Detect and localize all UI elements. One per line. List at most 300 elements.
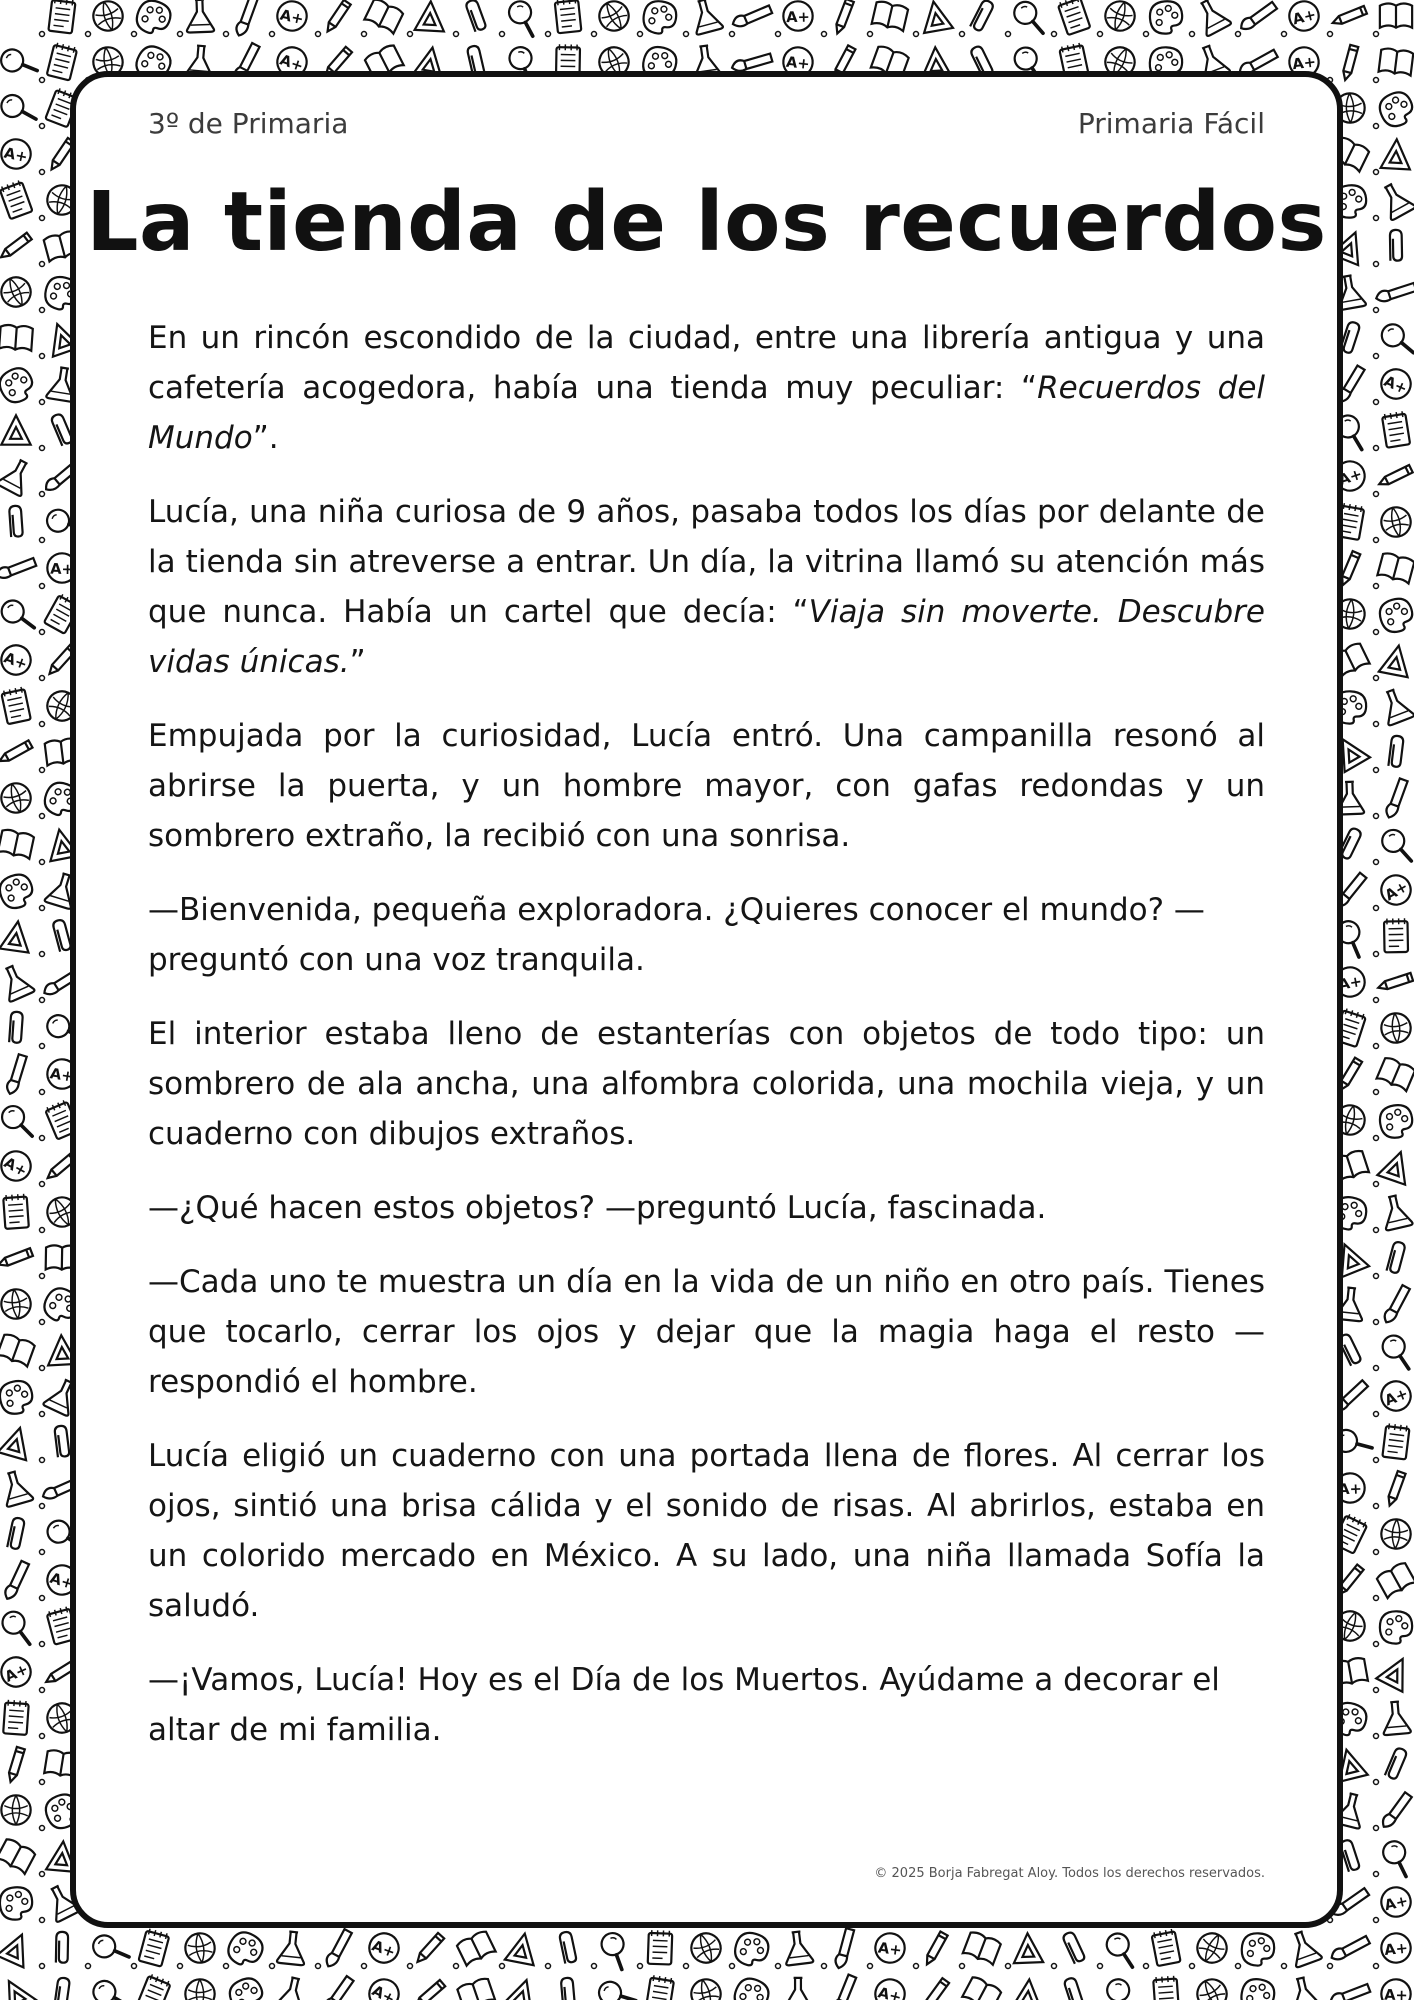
- magnifier-icon: [0, 43, 37, 82]
- brush-icon: [1241, 0, 1278, 33]
- doodle-dot: [40, 1458, 45, 1463]
- brand-label: Primaria Fácil: [1077, 107, 1265, 140]
- flask-icon: [1286, 1928, 1323, 1968]
- doodle-dot: [40, 1596, 45, 1601]
- brush-icon: [1376, 776, 1414, 818]
- grade-a-plus-icon: [0, 1653, 35, 1692]
- doodle-dot: [684, 1964, 689, 1969]
- globe-icon: [183, 1931, 216, 1964]
- doodle-dot: [822, 1964, 827, 1969]
- doodle-dot: [1328, 32, 1333, 37]
- paperclip-icon: [465, 0, 487, 32]
- notebook-icon: [646, 1975, 674, 2000]
- brush-icon: [1376, 271, 1414, 313]
- globe-icon: [688, 1976, 724, 2000]
- doodle-dot: [40, 1182, 45, 1187]
- grade-a-plus-icon: [1377, 1377, 1414, 1415]
- notebook-icon: [48, 0, 75, 33]
- paperclip-icon: [1385, 1747, 1408, 1780]
- doodle-dot: [40, 768, 45, 773]
- doodle-dot: [1374, 676, 1379, 681]
- flask-icon: [275, 1975, 309, 2000]
- notebook-icon: [3, 1700, 29, 1735]
- doodle-dot: [1374, 32, 1379, 37]
- doodle-dot: [1374, 1780, 1379, 1785]
- brush-icon: [0, 1051, 39, 1094]
- story-paragraph-2: Lucía, una niña curiosa de 9 años, pasaba todos los días por delante de la tienda sin atreverse a entrar. Un día, la vitrina llamó su atención más que nunca. Había un cartel que decía: “Viaja sin moverte. Descubre vidas únicas.”: [148, 494, 1265, 680]
- doodle-dot: [730, 1964, 735, 1969]
- doodle-dot: [40, 1964, 45, 1969]
- globe-icon: [90, 0, 126, 34]
- doodle-dot: [1374, 1872, 1379, 1877]
- globe-icon: [1192, 1974, 1231, 2000]
- doodle-dot: [1374, 262, 1379, 267]
- notebook-icon: [1, 686, 31, 724]
- doodle-dot: [40, 1274, 45, 1279]
- magnifier-icon: [2, 1106, 32, 1136]
- grade-a-plus-icon: [783, 1, 813, 31]
- doodle-dot: [40, 492, 45, 497]
- notebook-icon: [648, 1930, 673, 1965]
- doodle-dot: [1374, 814, 1379, 819]
- shop-sign-quote: Viaja sin moverte. Descubre vidas únicas.: [148, 594, 1265, 680]
- doodle-dot: [592, 1964, 597, 1969]
- doodle-dot: [1190, 1964, 1195, 1969]
- story-paragraph-5: El interior estaba lleno de estanterías con objetos de todo tipo: un sombrero de ala ancha, una alfombra colorida, una mochila vieja, y un cuaderno con dibujos extraños.: [148, 1016, 1265, 1152]
- magnifier-icon: [504, 0, 542, 36]
- ruler-triangle-icon: [1, 415, 30, 444]
- ruler-triangle-icon: [0, 919, 33, 952]
- doodle-dot: [1374, 446, 1379, 451]
- paint-palette-icon: [1149, 0, 1184, 35]
- doodle-dot: [1374, 1918, 1379, 1923]
- paint-palette-icon: [0, 363, 39, 407]
- doodle-dot: [1374, 630, 1379, 635]
- ruler-triangle-icon: [504, 1976, 541, 2000]
- doodle-dot: [960, 1964, 965, 1969]
- doodle-dot: [1374, 998, 1379, 1003]
- doodle-dot: [1374, 170, 1379, 175]
- doodle-dot: [40, 170, 45, 175]
- doodle-dot: [1374, 1826, 1379, 1831]
- doodle-dot: [1374, 860, 1379, 865]
- doodle-dot: [1374, 1228, 1379, 1233]
- doodle-dot: [1374, 1596, 1379, 1601]
- doodle-dot: [132, 1964, 137, 1969]
- globe-icon: [594, 0, 634, 36]
- doodle-dot: [1052, 1964, 1057, 1969]
- paperclip-icon: [559, 1931, 577, 1964]
- notebook-icon: [1057, 0, 1090, 35]
- doodle-dot: [40, 78, 45, 83]
- notebook-icon: [0, 179, 33, 219]
- doodle-dot: [178, 1964, 183, 1969]
- doodle-dot: [40, 1642, 45, 1647]
- grade-a-plus-icon: [1378, 1884, 1413, 1919]
- doodle-dot: [1374, 1044, 1379, 1049]
- globe-icon: [0, 1287, 33, 1320]
- story-paragraph-8: Lucía eligió un cuaderno con una portada llena de flores. Al cerrar los ojos, sintió una brisa cálida y el sonido de risas. Al abrirlos, estaba en un colorido mercado en México. A su lado, una niña llamada Sofía la saludó.: [148, 1438, 1265, 1624]
- copyright-notice: © 2025 Borja Fabregat Aloy. Todos los derechos reservados.: [874, 1866, 1265, 1881]
- doodle-dot: [224, 1964, 229, 1969]
- doodle-dot: [40, 1780, 45, 1785]
- book-icon: [0, 324, 33, 350]
- doodle-dot: [1374, 1090, 1379, 1095]
- pencil-icon: [919, 1930, 953, 1964]
- book-icon: [456, 1930, 496, 1966]
- doodle-dot: [730, 32, 735, 37]
- doodle-dot: [408, 1964, 413, 1969]
- paperclip-icon: [970, 0, 994, 32]
- doodle-dot: [40, 32, 45, 37]
- grade-a-plus-icon: [275, 0, 310, 33]
- shop-name: Recuerdos del Mundo: [148, 370, 1266, 456]
- doodle-dot: [40, 1918, 45, 1923]
- paint-palette-icon: [730, 1974, 772, 2000]
- doodle-dot: [1098, 32, 1103, 37]
- brush-icon: [733, 0, 775, 36]
- doodle-dot: [40, 1136, 45, 1141]
- flask-icon: [689, 0, 724, 35]
- globe-icon: [0, 273, 35, 312]
- pencil-icon: [1331, 42, 1369, 80]
- doodle-dot: [1052, 32, 1057, 37]
- doodle-dot: [1374, 1734, 1379, 1739]
- doodle-dot: [40, 1826, 45, 1831]
- notebook-icon: [3, 1194, 29, 1229]
- ruler-triangle-icon: [1013, 1933, 1043, 1963]
- doodle-dot: [1236, 1964, 1241, 1969]
- book-icon: [0, 1837, 36, 1874]
- paint-palette-icon: [133, 0, 175, 38]
- ruler-triangle-icon: [1376, 1652, 1414, 1691]
- doodle-dot: [1374, 400, 1379, 405]
- paperclip-icon: [1388, 735, 1403, 767]
- pencil-icon: [1379, 458, 1414, 493]
- globe-icon: [0, 780, 34, 816]
- story-paragraph-1: En un rincón escondido de la ciudad, entre una librería antigua y una cafetería acogedora, había una tienda muy peculiar: “Recuerdos del Mundo”.: [148, 320, 1266, 456]
- paint-palette-icon: [1378, 1103, 1414, 1140]
- grade-a-plus-icon: [1377, 365, 1414, 403]
- doodle-dot: [40, 1412, 45, 1417]
- paint-palette-icon: [1376, 595, 1414, 635]
- doodle-dot: [40, 584, 45, 589]
- book-icon: [1376, 1561, 1414, 1598]
- doodle-dot: [1374, 354, 1379, 359]
- magnifier-icon: [0, 598, 34, 632]
- book-icon: [457, 1977, 495, 2000]
- flask-icon: [784, 1978, 811, 2000]
- doodle-dot: [178, 32, 183, 37]
- brush-icon: [0, 1559, 38, 1599]
- grade-a-plus-icon: [364, 1974, 403, 2000]
- notebook-icon: [1153, 1976, 1179, 2000]
- doodle-dot: [1374, 1550, 1379, 1555]
- paperclip-icon: [1062, 1931, 1086, 1964]
- flask-icon: [1287, 1975, 1321, 2000]
- paint-palette-icon: [642, 0, 678, 36]
- grade-label: 3º de Primaria: [148, 107, 349, 140]
- doodle-dot: [1374, 1688, 1379, 1693]
- globe-icon: [1, 1795, 30, 1824]
- book-icon: [0, 1333, 35, 1367]
- doodle-dot: [40, 216, 45, 221]
- book-icon: [963, 1931, 1002, 1965]
- flask-icon: [1378, 686, 1414, 726]
- doodle-dot: [1098, 1964, 1103, 1969]
- brush-icon: [1330, 1973, 1372, 2000]
- pencil-icon: [1378, 963, 1414, 1000]
- doodle-dot: [40, 354, 45, 359]
- book-icon: [1380, 4, 1412, 28]
- doodle-dot: [1374, 124, 1379, 129]
- book-icon: [1377, 552, 1414, 584]
- doodle-dot: [1190, 32, 1195, 37]
- doodle-dot: [1374, 1182, 1379, 1187]
- paint-palette-icon: [1241, 1933, 1275, 1967]
- doodle-dot: [1374, 492, 1379, 497]
- flask-icon: [1192, 0, 1231, 37]
- globe-icon: [1192, 1928, 1231, 1967]
- doodle-dot: [40, 860, 45, 865]
- doodle-dot: [362, 1964, 367, 1969]
- magnifier-icon: [0, 1610, 34, 1644]
- story-paragraph-9: —¡Vamos, Lucía! Hoy es el Día de los Muertos. Ayúdame a decorar el altar de mi familia.: [148, 1662, 1220, 1748]
- ruler-triangle-icon: [415, 1, 446, 32]
- doodle-dot: [1374, 1504, 1379, 1509]
- paint-palette-icon: [0, 871, 37, 912]
- doodle-dot: [40, 630, 45, 635]
- brush-icon: [319, 1927, 359, 1966]
- doodle-dot: [316, 1964, 321, 1969]
- paperclip-icon: [1063, 1977, 1084, 2000]
- story-paragraph-4: —Bienvenida, pequeña exploradora. ¿Quieres conocer el mundo? —preguntó con una voz tranquila.: [148, 892, 1205, 978]
- grade-a-plus-icon: [1376, 870, 1414, 910]
- doodle-dot: [86, 1964, 91, 1969]
- doodle-dot: [1282, 32, 1287, 37]
- story-paragraph-6: —¿Qué hacen estos objetos? —preguntó Lucía, fascinada.: [148, 1190, 1047, 1226]
- pencil-icon: [416, 1978, 446, 2000]
- paperclip-icon: [52, 919, 71, 952]
- doodle-dot: [960, 32, 965, 37]
- book-icon: [1379, 48, 1414, 76]
- paperclip-icon: [54, 1425, 69, 1457]
- brush-icon: [0, 547, 39, 589]
- notebook-icon: [1384, 918, 1408, 952]
- doodle-dot: [638, 32, 643, 37]
- paperclip-icon: [1390, 230, 1402, 261]
- doodle-dot: [40, 1320, 45, 1325]
- doodle-dot: [40, 906, 45, 911]
- magnifier-icon: [1381, 323, 1414, 356]
- ruler-triangle-icon: [505, 1931, 539, 1965]
- doodle-dot: [40, 124, 45, 129]
- notebook-icon: [1382, 411, 1410, 448]
- flask-icon: [1379, 1193, 1413, 1231]
- notebook-icon: [47, 42, 78, 80]
- doodle-dot: [1374, 1320, 1379, 1325]
- doodle-dot: [1328, 1964, 1333, 1969]
- doodle-dot: [822, 32, 827, 37]
- book-icon: [1377, 1056, 1414, 1091]
- ruler-triangle-icon: [1377, 1147, 1414, 1184]
- brush-icon: [823, 1925, 867, 1968]
- magnifier-icon: [1102, 1976, 1140, 2000]
- doodle-dot: [40, 722, 45, 727]
- grade-a-plus-icon: [0, 1146, 36, 1186]
- grade-a-plus-icon: [872, 1976, 908, 2000]
- ruler-triangle-icon: [1379, 643, 1413, 677]
- doodle-dot: [408, 32, 413, 37]
- pencil-icon: [416, 1933, 445, 1962]
- magnifier-icon: [1013, 1, 1045, 33]
- ruler-triangle-icon: [1012, 1978, 1044, 2000]
- doodle-dot: [40, 1550, 45, 1555]
- grade-a-plus-icon: [874, 1932, 907, 1965]
- doodle-dot: [1282, 1964, 1287, 1969]
- doodle-dot: [914, 32, 919, 37]
- doodle-dot: [592, 32, 597, 37]
- notebook-icon: [138, 1928, 169, 1967]
- doodle-dot: [1144, 1964, 1149, 1969]
- ruler-triangle-icon: [1381, 139, 1412, 170]
- doodle-dot: [40, 400, 45, 405]
- doodle-dot: [86, 32, 91, 37]
- paperclip-icon: [1387, 1241, 1406, 1274]
- notebook-icon: [554, 0, 581, 33]
- doodle-dot: [684, 32, 689, 37]
- pencil-icon: [0, 734, 34, 768]
- book-icon: [872, 0, 909, 31]
- book-icon: [364, 0, 404, 34]
- paint-palette-icon: [223, 1927, 267, 1971]
- doodle-dot: [40, 952, 45, 957]
- grade-a-plus-icon: [0, 137, 33, 172]
- paint-palette-icon: [0, 1378, 35, 1416]
- paint-palette-icon: [732, 1929, 772, 1969]
- flask-icon: [277, 1931, 307, 1966]
- doodle-dot: [454, 1964, 459, 1969]
- paperclip-icon: [561, 1977, 575, 2000]
- story-paragraph-3: Empujada por la curiosidad, Lucía entró. Una campanilla resonó al abrirse la puerta, y un hombre mayor, con gafas redondas y un sombrero extraño, la recibió con una sonrisa.: [148, 718, 1265, 854]
- magnifier-icon: [595, 1929, 635, 1969]
- flask-icon: [1381, 1701, 1411, 1736]
- brush-icon: [824, 1972, 866, 2000]
- pencil-icon: [921, 1977, 953, 2000]
- paint-palette-icon: [225, 1974, 268, 2000]
- flask-icon: [0, 962, 35, 1003]
- doodle-dot: [40, 998, 45, 1003]
- doodle-dot: [546, 32, 551, 37]
- pencil-icon: [0, 1239, 35, 1276]
- flask-icon: [0, 1469, 33, 1507]
- doodle-dot: [454, 32, 459, 37]
- globe-icon: [1380, 1012, 1412, 1044]
- doodle-dot: [40, 1504, 45, 1509]
- doodle-dot: [1374, 1136, 1379, 1141]
- doodle-dot: [1374, 1458, 1379, 1463]
- doodle-dot: [868, 1964, 873, 1969]
- globe-icon: [1381, 1519, 1412, 1550]
- doodle-dot: [40, 1044, 45, 1049]
- flask-icon: [783, 1930, 814, 1965]
- doodle-dot: [224, 32, 229, 37]
- magnifier-icon: [1379, 1334, 1414, 1369]
- doodle-dot: [40, 1228, 45, 1233]
- grade-a-plus-icon: [0, 641, 35, 679]
- doodle-dot: [40, 262, 45, 267]
- ruler-triangle-icon: [0, 1974, 36, 2000]
- doodle-dot: [1144, 32, 1149, 37]
- doodle-dot: [362, 32, 367, 37]
- doodle-dot: [500, 32, 505, 37]
- magnifier-icon: [1381, 829, 1413, 861]
- globe-icon: [687, 1929, 725, 1967]
- pencil-icon: [322, 0, 355, 31]
- doodle-dot: [1374, 1274, 1379, 1279]
- story-title: La tienda de los recuerdos: [86, 175, 1327, 270]
- doodle-dot: [1374, 1366, 1379, 1371]
- globe-icon: [1378, 504, 1413, 539]
- doodle-dot: [40, 308, 45, 313]
- doodle-dot: [638, 1964, 643, 1969]
- magnifier-icon: [1103, 1931, 1139, 1967]
- brush-icon: [226, 0, 269, 36]
- book-icon: [962, 1975, 1002, 2000]
- page-header: [148, 107, 1265, 147]
- ruler-triangle-icon: [919, 0, 953, 33]
- doodle-dot: [1374, 78, 1379, 83]
- magnifier-icon: [1378, 1838, 1414, 1876]
- pencil-icon: [1, 230, 32, 261]
- story-paragraph-7: —Cada uno te muestra un día en la vida de un niño en otro país. Tienes que tocarlo, cerrar los ojos y dejar que la magia haga el resto —respondió el hombre.: [148, 1264, 1265, 1400]
- doodle-dot: [316, 32, 321, 37]
- brush-icon: [1379, 1791, 1414, 1827]
- doodle-dot: [40, 676, 45, 681]
- doodle-dot: [1374, 722, 1379, 727]
- pencil-icon: [1378, 1469, 1414, 1506]
- doodle-dot: [40, 1366, 45, 1371]
- doodle-dot: [1236, 32, 1241, 37]
- doodle-dot: [776, 1964, 781, 1969]
- doodle-dot: [40, 446, 45, 451]
- grade-a-plus-icon: [1286, 0, 1322, 34]
- doodle-dot: [1374, 216, 1379, 221]
- doodle-dot: [40, 538, 45, 543]
- globe-icon: [1102, 0, 1139, 34]
- brush-icon: [1331, 1928, 1371, 1967]
- pencil-icon: [826, 0, 863, 33]
- doodle-dot: [270, 1964, 275, 1969]
- paperclip-icon: [56, 1932, 68, 1963]
- doodle-dot: [1006, 32, 1011, 37]
- worksheet-page: [70, 71, 1343, 1928]
- doodle-dot: [1374, 906, 1379, 911]
- paperclip-icon: [9, 1011, 23, 1043]
- paint-palette-icon: [1380, 1611, 1413, 1644]
- doodle-dot: [132, 32, 137, 37]
- story-body: [148, 313, 1265, 1779]
- magnifier-icon: [595, 1974, 636, 2000]
- notebook-icon: [1151, 1928, 1180, 1966]
- doodle-dot: [1374, 1412, 1379, 1417]
- doodle-dot: [776, 32, 781, 37]
- doodle-dot: [1374, 1964, 1379, 1969]
- doodle-dot: [40, 1090, 45, 1095]
- paperclip-icon: [54, 1977, 70, 2000]
- brush-icon: [321, 1975, 358, 2000]
- pencil-icon: [1333, 0, 1370, 34]
